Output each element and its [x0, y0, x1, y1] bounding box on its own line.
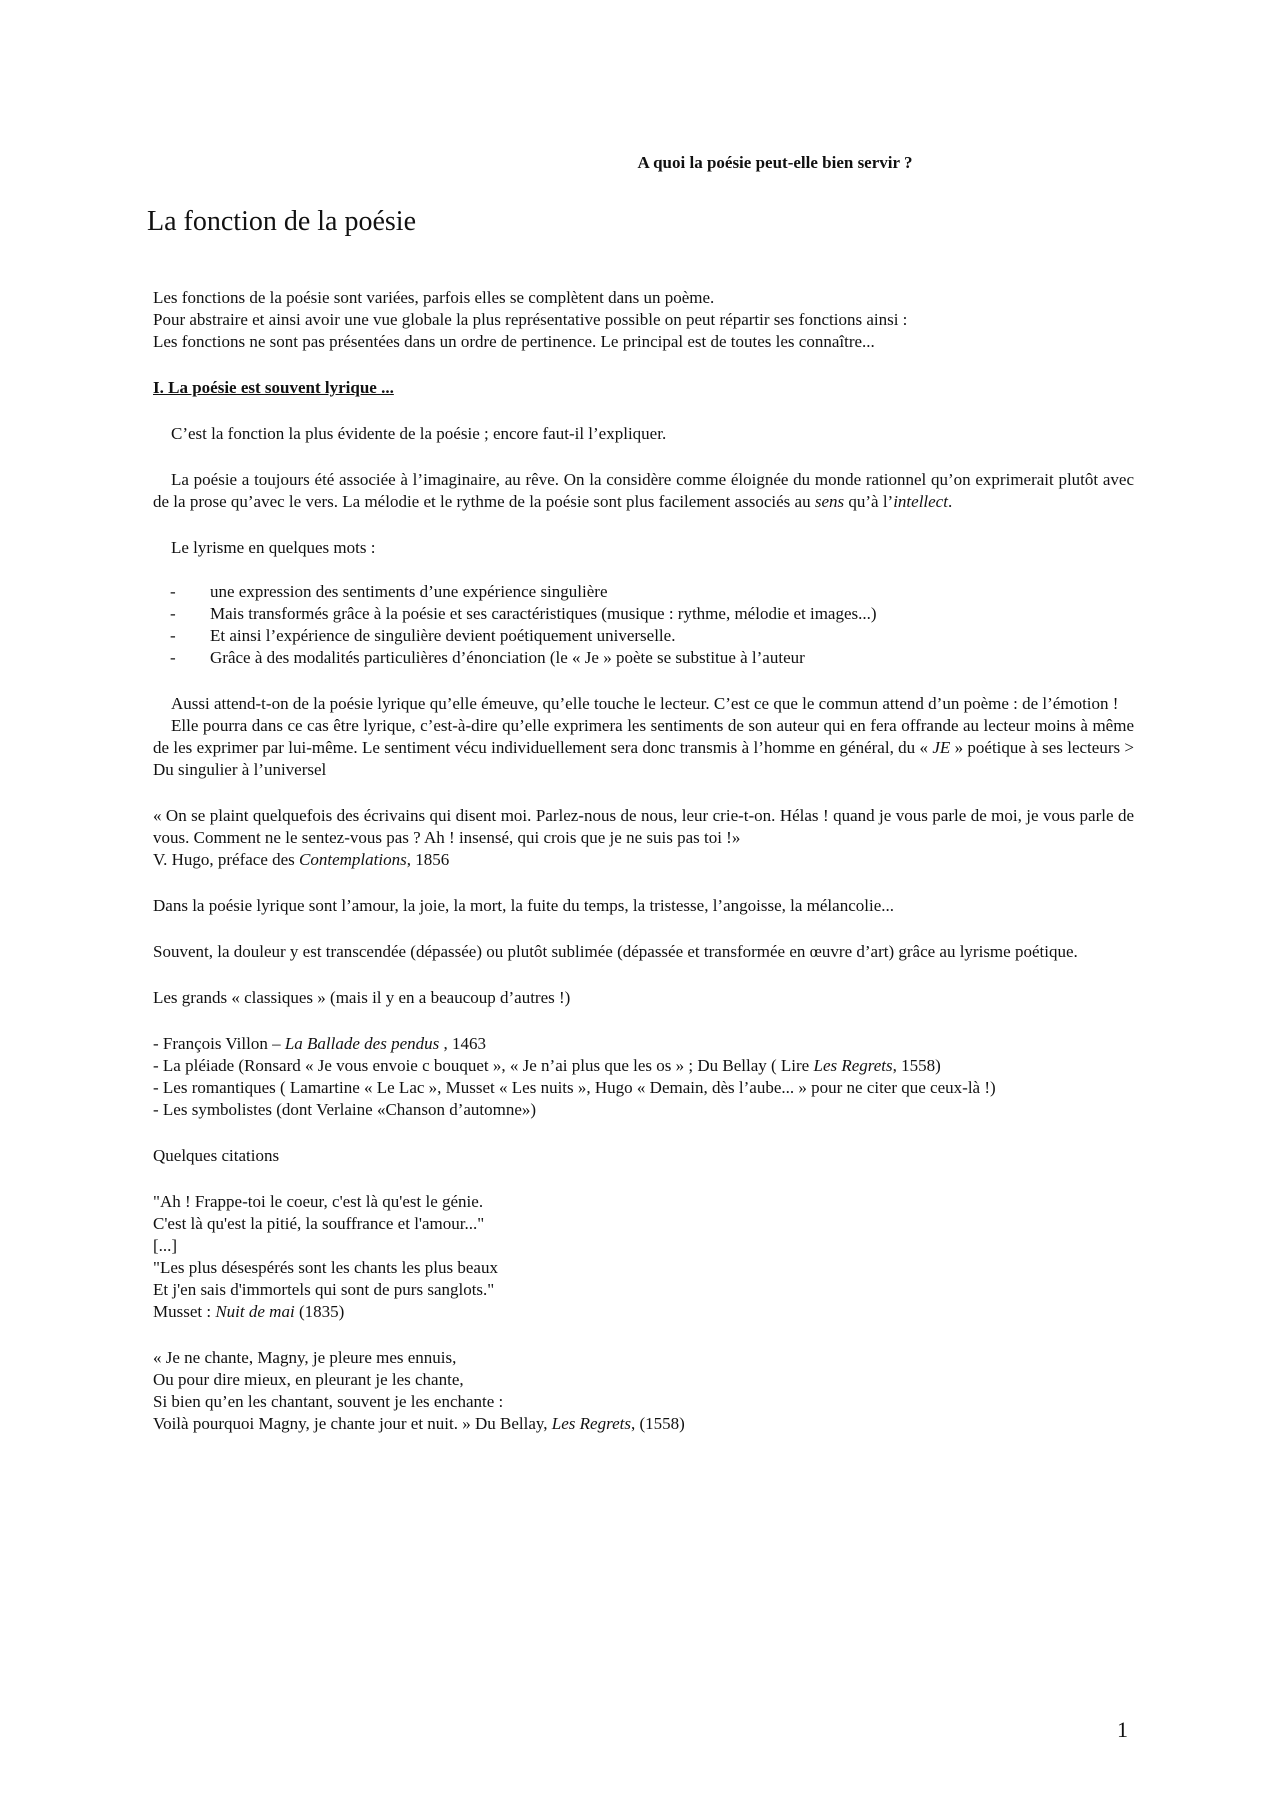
- dubellay-quote: [153, 1347, 1134, 1435]
- paragraph: Elle pourra dans ce cas être lyrique, c’est-à-dire qu’elle exprimera les sentiments de son auteur qui en fera offrande au lecteur moins à même de les exprimer par lui-même. Le sentiment vécu individuellement sera donc transmis à l’homme en général, du « JE » poétique à ses lecteurs > Du singulier à l’universel: [153, 716, 1135, 779]
- paragraph: Quelques citations: [153, 1146, 280, 1165]
- quote-line: « Je ne chante, Magny, je pleure mes ennuis,: [153, 1348, 457, 1367]
- document-body: [153, 287, 1134, 1435]
- intro-paragraph: [153, 287, 1134, 353]
- quote-line: Ou pour dire mieux, en pleurant je les chante,: [153, 1370, 464, 1389]
- lyrism-list: [153, 581, 1134, 669]
- quote-text: « On se plaint quelquefois des écrivains qui disent moi. Parlez-nous de nous, leur crie-t-on. Hélas ! quand je vous parle de moi, je vous parle de vous. Comment ne le sentez-vous pas ? Ah ! insensé, qui crois que je ne suis pas toi !»: [153, 806, 1134, 847]
- list-item: - une expression des sentiments d’une expérience singulière: [170, 582, 608, 601]
- paragraph: Aussi attend-t-on de la poésie lyrique qu’elle émeuve, qu’elle touche le lecteur. C’est ce que le commun attend d’un poème : de l’émotion !: [171, 694, 1119, 713]
- list-item: - Les symbolistes (dont Verlaine «Chanson d’automne»): [153, 1100, 537, 1119]
- document-question-title: A quoi la poésie peut-elle bien servir ?: [637, 153, 913, 172]
- classics-list: [153, 1033, 1134, 1121]
- hugo-quote: [153, 805, 1134, 871]
- paragraph: Souvent, la douleur y est transcendée (dépassée) ou plutôt sublimée (dépassée et transformée en œuvre d’art) grâce au lyrisme poétique.: [153, 942, 1078, 961]
- list-item: - Mais transformés grâce à la poésie et ses caractéristiques (musique : rythme, mélodie et images...): [170, 604, 877, 623]
- paragraph: Dans la poésie lyrique sont l’amour, la joie, la mort, la fuite du temps, la tristesse, l’angoisse, la mélancolie...: [153, 896, 894, 915]
- quote-line: [...]: [153, 1236, 178, 1255]
- quote-source: V. Hugo, préface des Contemplations, 1856: [153, 850, 450, 869]
- quote-source: Musset : Nuit de mai (1835): [153, 1302, 345, 1321]
- quote-line: "Les plus désespérés sont les chants les plus beaux: [153, 1258, 498, 1277]
- musset-quote: [153, 1191, 1134, 1323]
- quote-line: Voilà pourquoi Magny, je chante jour et nuit. » Du Bellay, Les Regrets, (1558): [153, 1414, 685, 1433]
- quote-line: Si bien qu’en les chantant, souvent je les enchante :: [153, 1392, 504, 1411]
- quote-line: C'est là qu'est la pitié, la souffrance et l'amour...": [153, 1214, 485, 1233]
- paragraph: Les grands « classiques » (mais il y en a beaucoup d’autres !): [153, 988, 571, 1007]
- list-item: - Et ainsi l’expérience de singulière devient poétiquement universelle.: [170, 626, 676, 645]
- paragraph: La poésie a toujours été associée à l’imaginaire, au rêve. On la considère comme éloignée du monde rationnel qu’on exprimerait plutôt avec de la prose qu’avec le vers. La mélodie et le rythme de la poésie sont plus facilement associés au sens qu’à l’intellect.: [153, 470, 1134, 511]
- page-number: 1: [1117, 1717, 1128, 1742]
- intro-line: Les fonctions ne sont pas présentées dans un ordre de pertinence. Le principal est de toutes les connaître...: [153, 332, 875, 351]
- list-item: - François Villon – La Ballade des pendus , 1463: [153, 1034, 486, 1053]
- list-item: - La pléiade (Ronsard « Je vous envoie c bouquet », « Je n’ai plus que les os » ; Du Bellay ( Lire Les Regrets, 1558): [153, 1056, 941, 1075]
- paragraph: Le lyrisme en quelques mots :: [171, 538, 376, 557]
- paragraph: C’est la fonction la plus évidente de la poésie ; encore faut-il l’expliquer.: [171, 424, 667, 443]
- intro-line: Pour abstraire et ainsi avoir une vue globale la plus représentative possible on peut répartir ses fonctions ainsi :: [153, 310, 908, 329]
- page-title: La fonction de la poésie: [147, 206, 417, 237]
- section-heading: I. La poésie est souvent lyrique ...: [153, 378, 394, 397]
- quote-line: "Ah ! Frappe-toi le coeur, c'est là qu'est le génie.: [153, 1192, 484, 1211]
- list-item: - Grâce à des modalités particulières d’énonciation (le « Je » poète se substitue à l’auteur: [170, 648, 805, 667]
- intro-line: Les fonctions de la poésie sont variées, parfois elles se complètent dans un poème.: [153, 288, 715, 307]
- quote-line: Et j'en sais d'immortels qui sont de purs sanglots.": [153, 1280, 495, 1299]
- list-item: - Les romantiques ( Lamartine « Le Lac », Musset « Les nuits », Hugo « Demain, dès l’aube... » pour ne citer que ceux-là !): [153, 1078, 996, 1097]
